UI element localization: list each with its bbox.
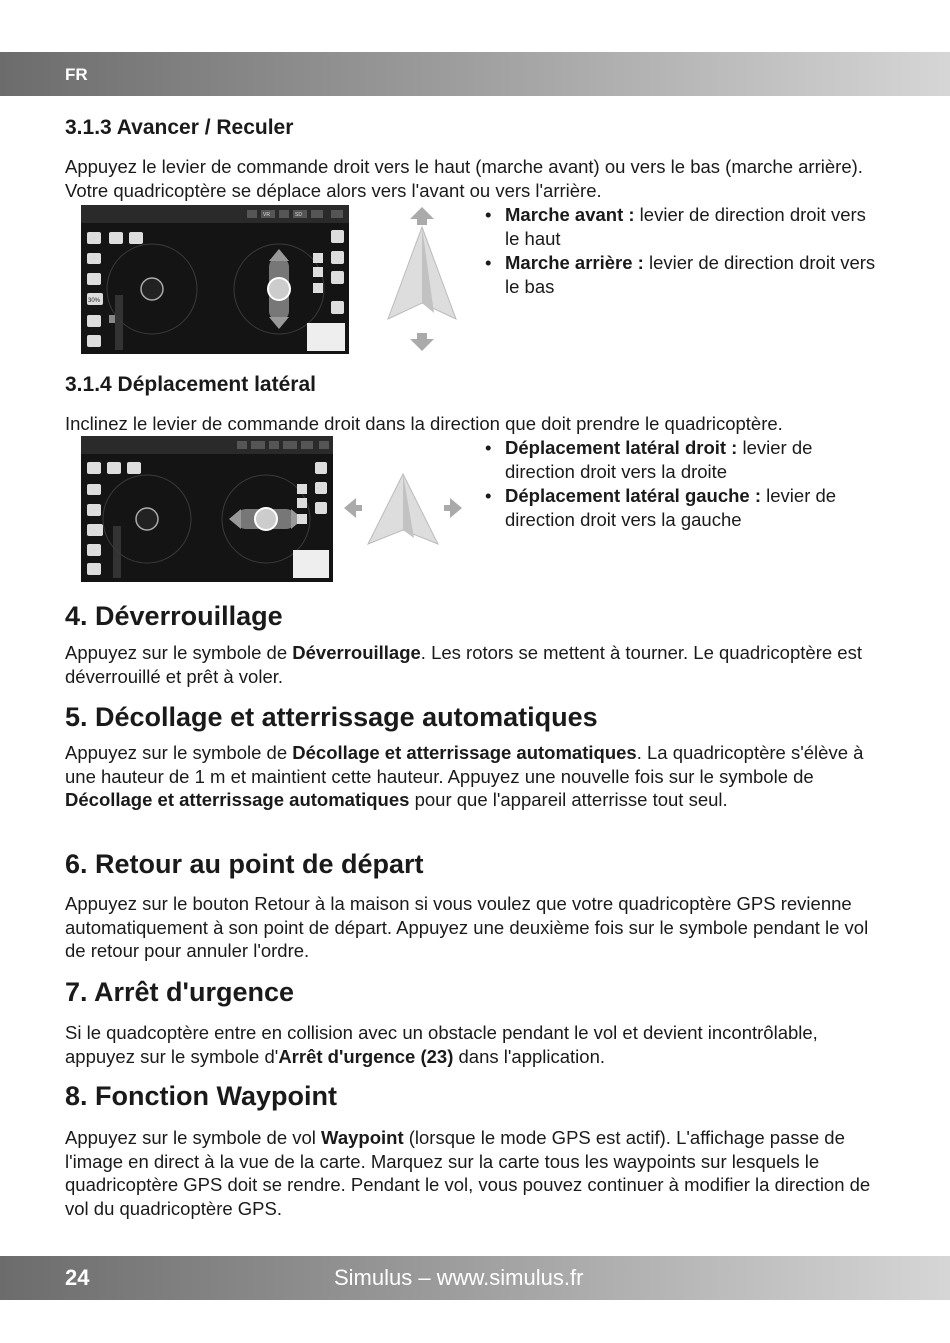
takeoff-icon[interactable] xyxy=(87,315,101,327)
section-7-text: Si le quadcoptère entre en collision avec un obstacle pendant le vol et devient incontrôlable, appuyez sur le symbole d'Arrêt d'urgence (23) dans l'application. xyxy=(65,1022,818,1067)
footer-website: Simulus – www.simulus.fr xyxy=(334,1265,584,1290)
plane-left-right-icon xyxy=(342,470,464,546)
section-8-title: 8. Fonction Waypoint xyxy=(65,1081,337,1111)
section-3-1-4-title: 3.1.4 Déplacement latéral xyxy=(65,373,316,396)
list-item: • Déplacement latéral droit : levier de direction droit vers la droite xyxy=(485,436,885,484)
section-3-1-3-title: 3.1.3 Avancer / Reculer xyxy=(65,116,294,139)
vr-button[interactable]: VR xyxy=(263,212,270,218)
page-number: 24 xyxy=(65,1265,90,1290)
left-joystick[interactable] xyxy=(141,278,163,300)
list-item: • Marche arrière : levier de direction droit vers le bas xyxy=(485,251,885,299)
section-4-title: 4. Déverrouillage xyxy=(65,601,283,631)
section-3-1-3-text: Appuyez le levier de commande droit vers le haut (marche avant) ou vers le bas (marche arrière). Votre quadricoptère se déplace alors vers l'avant ou vers l'arrière. xyxy=(65,156,863,201)
camera-icon[interactable] xyxy=(87,232,101,244)
lock-icon[interactable] xyxy=(87,335,101,347)
section-4-text: Appuyez sur le symbole de Déverrouillage. Les rotors se mettent à tourner. Le quadricoptère est déverrouillé et prêt à voler. xyxy=(65,642,862,687)
list-item: • Marche avant : levier de direction droit vers le haut xyxy=(485,203,885,251)
footer-bar xyxy=(0,1256,950,1300)
section-3-1-4-text: Inclinez le levier de commande droit dans la direction que doit prendre le quadricoptère. xyxy=(65,413,783,434)
section-3-1-3-bullets xyxy=(485,203,885,299)
section-6-title: 6. Retour au point de départ xyxy=(65,849,424,879)
speed-percent: 30% xyxy=(88,298,101,304)
section-6-text: Appuyez sur le bouton Retour à la maison si vous voulez que votre quadricoptère GPS revienne automatiquement à son point de départ. Appuyez une deuxième fois sur le symbole pendant le vol de retour pour annuler l'ordre. xyxy=(65,893,869,961)
plane-forward-backward-icon xyxy=(384,205,460,353)
map-thumbnail[interactable] xyxy=(307,323,345,351)
app-screenshot-lateral xyxy=(81,436,333,582)
section-5-title: 5. Décollage et atterrissage automatiques xyxy=(65,702,598,732)
section-7-title: 7. Arrêt d'urgence xyxy=(65,977,294,1007)
header-bar xyxy=(0,52,950,96)
video-icon[interactable] xyxy=(87,253,101,264)
right-joystick[interactable] xyxy=(268,278,290,300)
app-screenshot-forward xyxy=(81,205,349,354)
list-item: • Déplacement latéral gauche : levier de direction droit vers la gauche xyxy=(485,484,885,532)
section-3-1-4-bullets xyxy=(485,436,885,532)
section-8-text: Appuyez sur le symbole de vol Waypoint (lorsque le mode GPS est actif). L'affichage passe de l'image en direct à la vue de la carte. Marquez sur la carte tous les waypoints sur lesquels le quadricoptère GPS doit se rendre. Pendant le vol, vous pouvez continuer à modifier la direction de vol du quadricoptère GPS. xyxy=(65,1127,871,1219)
sd-button[interactable]: SD xyxy=(295,212,302,218)
language-label: FR xyxy=(65,65,88,84)
section-5-text: Appuyez sur le symbole de Décollage et atterrissage automatiques. La quadricoptère s'élève à une hauteur de 1 m et maintient cette hauteur. Appuyez une nouvelle fois sur le symbole de Décollage et atterrissage automatiques pour que l'appareil atterrisse tout seul. xyxy=(65,742,864,810)
